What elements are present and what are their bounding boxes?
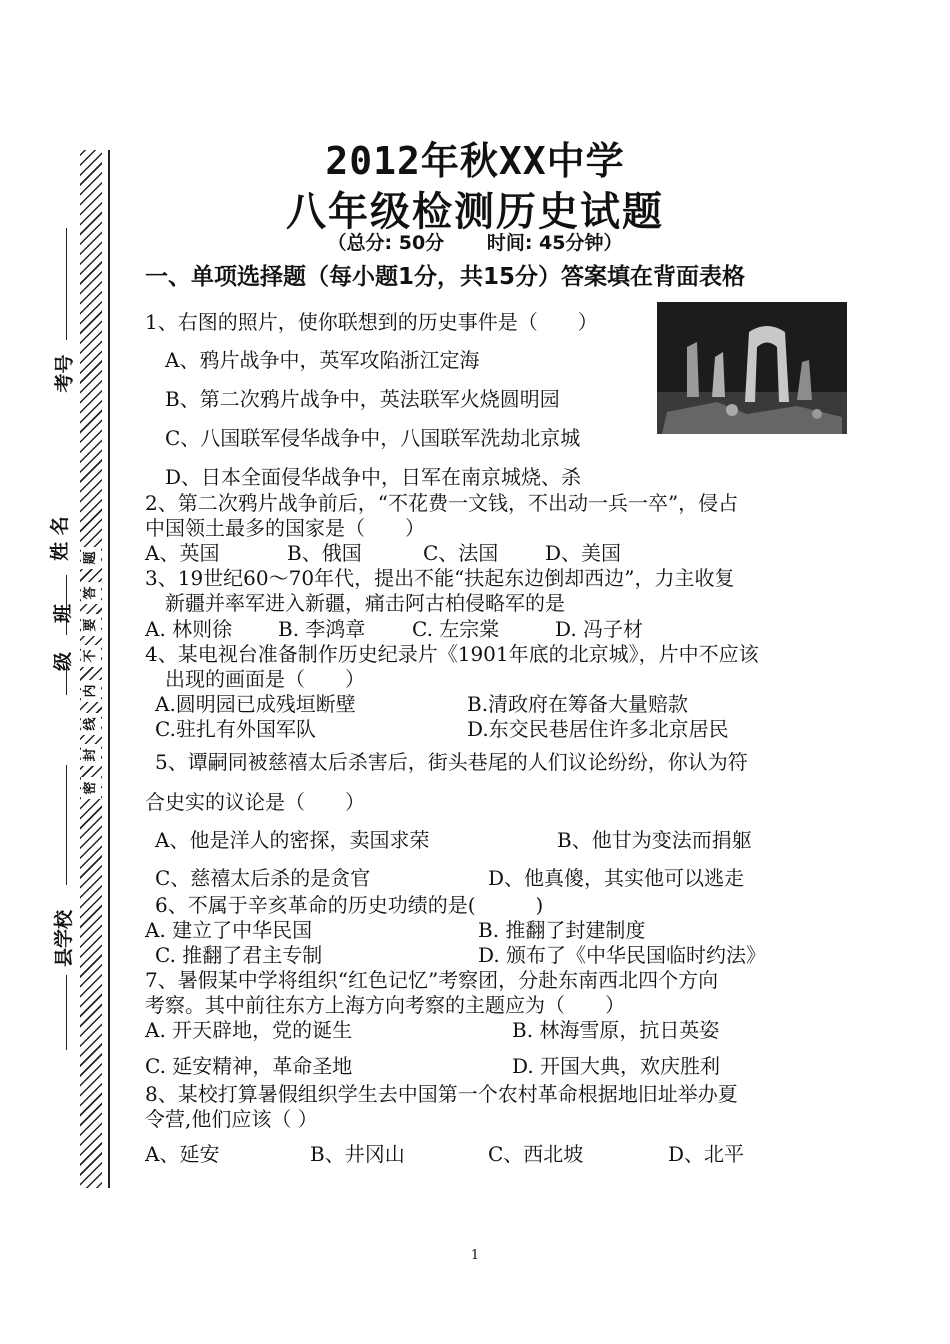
q2-option-d: D、美国: [545, 541, 622, 565]
q2-stem-cont: 中国领土最多的国家是（ ）: [145, 516, 425, 540]
seal-char: 内: [81, 680, 101, 702]
q4-option-a: A.圆明园已成残垣断壁: [155, 692, 356, 716]
q8-option-b: B、井冈山: [310, 1142, 405, 1166]
q4-option-b: B.清政府在筹备大量赔款: [467, 692, 689, 716]
seal-char: 线: [81, 713, 101, 735]
q3-option-b: B. 李鸿章: [278, 617, 366, 641]
q6-stem: 6、不属于辛亥革命的历史功绩的是( ): [155, 893, 544, 917]
q1-stem: 1、右图的照片，使你联想到的历史事件是（ ）: [145, 310, 598, 334]
q7-option-c: C. 延安精神，革命圣地: [145, 1054, 353, 1078]
q4-stem: 4、某电视台准备制作历史纪录片《1901年底的北京城》，片中不应该: [145, 642, 759, 666]
exam-title-line2: 八年级检测历史试题: [286, 189, 664, 235]
q7-stem-cont: 考察。其中前往东方上海方向考察的主题应为（ ）: [145, 993, 625, 1017]
q3-stem: 3、19世纪60～70年代，提出不能“扶起东边倒却西边”，力主收复: [145, 566, 735, 590]
q8-option-d: D、北平: [668, 1142, 745, 1166]
q3-option-c: C. 左宗棠: [412, 617, 500, 641]
q5-option-d: D、他真傻，其实他可以逃走: [488, 866, 745, 890]
exam-meta: [0, 228, 950, 255]
class-label: 班: [52, 603, 75, 624]
q1-option-c: C、八国联军侵华战争中，八国联军洗劫北京城: [165, 426, 581, 450]
q6-option-c: C. 推翻了君主专制: [155, 943, 323, 967]
q2-option-c: C、法国: [423, 541, 499, 565]
seal-char: 封: [81, 744, 101, 766]
q6-option-a: A. 建立了中华民国: [145, 918, 313, 942]
ruins-photo-illustration: [657, 302, 847, 434]
q5-option-b: B、他甘为变法而捐躯: [557, 828, 752, 852]
ruins-photo: [657, 302, 847, 434]
exam-no-label: 考号: [53, 354, 76, 393]
q7-option-b: B. 林海雪原，抗日英姿: [512, 1018, 720, 1042]
q5-option-a: A、他是洋人的密探，卖国求荣: [155, 828, 430, 852]
q1-option-d: D、日本全面侵华战争中，日军在南京城烧、杀: [165, 465, 582, 489]
school-blank-top: [66, 765, 67, 885]
q8-option-a: A、延安: [145, 1142, 220, 1166]
exam-title-line1: 2012年秋XX中学: [325, 139, 625, 183]
q5-stem: 5、谭嗣同被慈禧太后杀害后，街头巷尾的人们议论纷纷，你认为符: [155, 750, 748, 774]
q8-stem: 8、某校打算暑假组织学生去中国第一个农村革命根据地旧址举办夏: [145, 1082, 738, 1106]
section-heading: 一、单项选择题（每小题1分，共15分）答案填在背面表格: [145, 264, 746, 290]
exam-time: 时间: 45分钟）: [486, 232, 623, 254]
q3-stem-cont: 新疆并率军进入新疆，痛击阿古柏侵略军的是: [165, 591, 565, 615]
school-blank-bottom: [66, 975, 67, 1050]
q1-option-b: B、第二次鸦片战争中，英法联军火烧圆明园: [165, 387, 560, 411]
q5-option-c: C、慈禧太后杀的是贪官: [155, 866, 371, 890]
q8-option-c: C、西北坡: [488, 1142, 584, 1166]
q2-option-a: A、英国: [145, 541, 220, 565]
page-number: 1: [470, 1248, 480, 1263]
q8-stem-cont: 令营,他们应该（ ）: [145, 1107, 318, 1131]
seal-char: 答: [81, 582, 101, 604]
q7-stem: 7、暑假某中学将组织“红色记忆”考察团，分赴东南西北四个方向: [145, 968, 719, 992]
q3-option-a: A. 林则徐: [145, 617, 233, 641]
seal-char: 要: [81, 614, 101, 636]
q4-option-d: D.东交民巷居住许多北京居民: [467, 717, 729, 741]
seal-char: 不: [81, 645, 101, 667]
binding-hatch-strip: [80, 150, 102, 1188]
q2-stem: 2、第二次鸦片战争前后，“不花费一文钱，不出动一兵一卒”，侵占: [145, 491, 739, 515]
q2-option-b: B、俄国: [287, 541, 362, 565]
q4-stem-cont: 出现的画面是（ ）: [165, 667, 365, 691]
seal-char: 题: [81, 547, 101, 569]
name-label: 姓 名: [48, 516, 71, 561]
q5-stem-cont: 合史实的议论是（ ）: [145, 790, 365, 814]
total-score: （总分: 50分: [327, 232, 445, 254]
q3-option-d: D. 冯子材: [555, 617, 644, 641]
q6-option-d: D. 颁布了《中华民国临时约法》: [478, 943, 767, 967]
binding-line: [108, 150, 110, 1188]
school-label: 县学校: [53, 909, 76, 968]
q7-option-a: A. 开天辟地，党的诞生: [145, 1018, 353, 1042]
seal-char: 密: [81, 777, 101, 799]
q1-option-a: A、鸦片战争中，英军攻陷浙江定海: [165, 348, 480, 372]
grade-label: 级: [52, 651, 75, 672]
q4-option-c: C.驻扎有外国军队: [155, 717, 316, 741]
q7-option-d: D. 开国大典，欢庆胜利: [512, 1054, 721, 1078]
q6-option-b: B. 推翻了封建制度: [478, 918, 646, 942]
